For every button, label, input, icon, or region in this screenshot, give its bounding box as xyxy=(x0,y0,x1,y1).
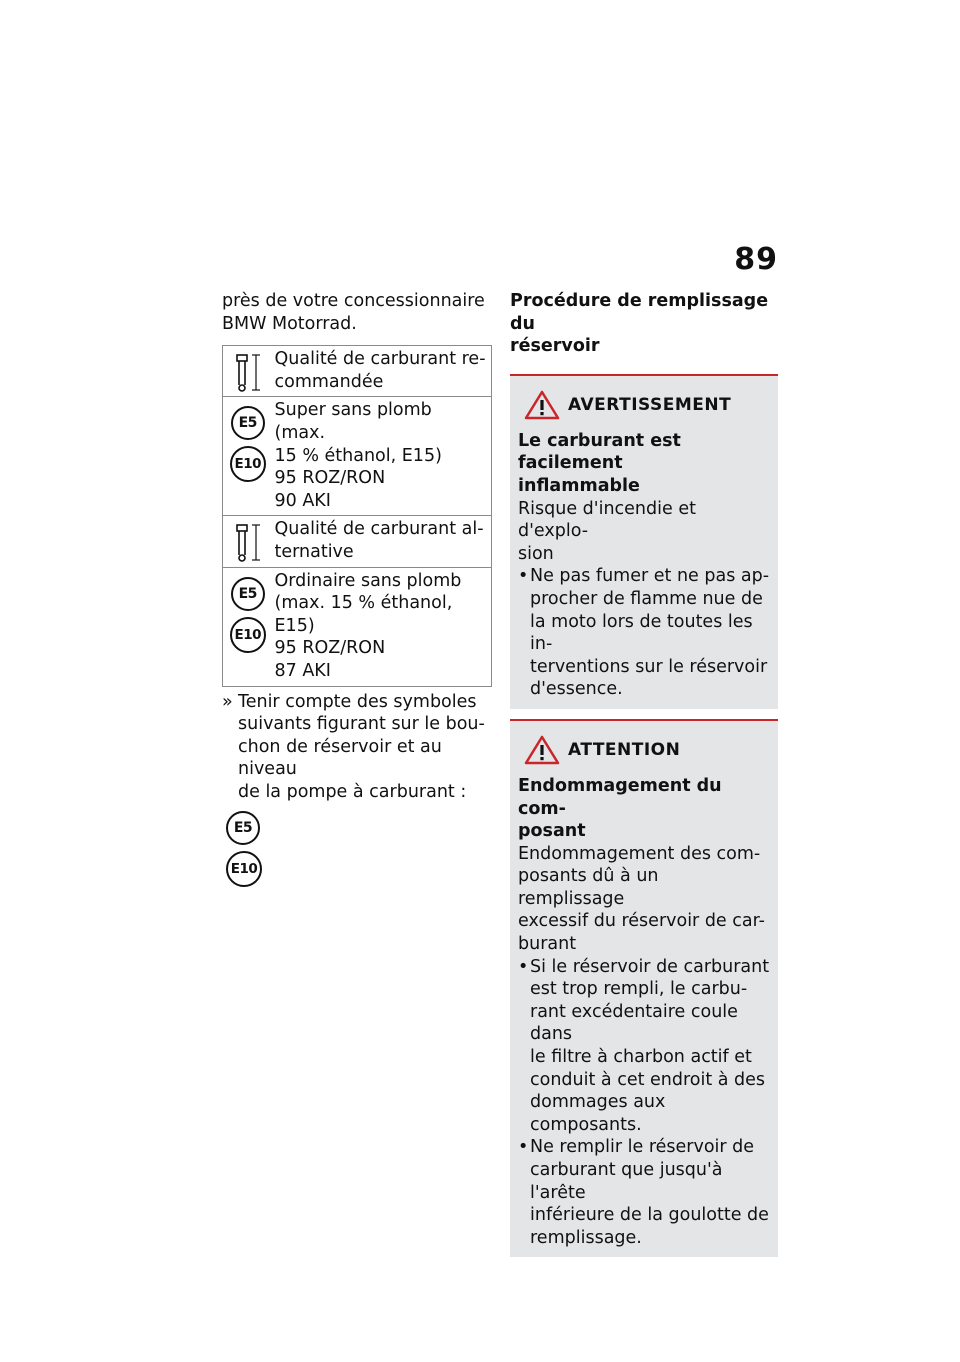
warning-text: sion xyxy=(518,543,554,564)
attention-box xyxy=(510,719,778,1257)
fuel-pump-icon xyxy=(232,522,264,564)
table-cell-text: Super sans plomb (max. xyxy=(274,400,432,443)
attention-text: Endommagement des com- xyxy=(518,843,761,864)
table-row xyxy=(223,516,492,567)
warning-box xyxy=(510,374,778,709)
attention-headline: posant xyxy=(518,821,586,842)
table-row xyxy=(223,397,492,516)
attention-text: burant xyxy=(518,934,577,955)
bullet-text: est trop rempli, le carbu- xyxy=(530,979,748,1000)
attention-text: excessif du réservoir de car- xyxy=(518,911,765,932)
attention-bullet xyxy=(518,956,770,1137)
table-cell-text: 95 ROZ/RON xyxy=(274,468,386,489)
warning-title: AVERTISSEMENT xyxy=(568,394,732,415)
intro-line: BMW Motorrad. xyxy=(222,313,357,334)
table-cell-text: 87 AKI xyxy=(274,660,331,681)
bullet-text: la moto lors de toutes les in- xyxy=(530,611,753,655)
bullet-text: rant excédentaire coule dans xyxy=(530,1001,738,1045)
table-cell-text: commandée xyxy=(274,371,384,392)
table-row xyxy=(223,567,492,686)
attention-headline: Endommagement du com- xyxy=(518,775,722,819)
attention-title: ATTENTION xyxy=(568,739,681,760)
section-heading xyxy=(510,290,778,358)
heading-line: Procédure de remplissage du xyxy=(510,291,769,334)
bullet-text: remplissage. xyxy=(530,1227,642,1248)
bullet-text: terventions sur le réservoir xyxy=(530,656,768,677)
bullet-text: Si le réservoir de carburant xyxy=(530,956,770,977)
bullet-text: dommages aux composants. xyxy=(530,1092,666,1135)
instruction-step xyxy=(222,691,492,804)
e10-badge-icon: E10 xyxy=(226,851,262,887)
table-row xyxy=(223,346,492,397)
bullet-text: le filtre à charbon actif et xyxy=(530,1047,752,1068)
attention-bullet xyxy=(518,1136,770,1249)
table-cell-text: Qualité de carburant al- xyxy=(274,519,484,540)
table-cell-text: 95 ROZ/RON xyxy=(274,638,386,659)
e5-badge-icon: E5 xyxy=(231,406,265,440)
e10-badge-icon: E10 xyxy=(230,446,266,482)
table-cell-text: 15 % éthanol, E15) xyxy=(274,445,442,466)
step-text: Tenir compte des symboles xyxy=(238,691,477,712)
bullet-marker: • xyxy=(518,956,529,977)
intro-line: près de votre concessionnaire xyxy=(222,291,485,311)
table-cell-text: Ordinaire sans plomb xyxy=(274,570,462,591)
table-cell-text: Qualité de carburant re- xyxy=(274,349,486,370)
warning-headline: inflammable xyxy=(518,475,640,496)
bullet-text: carburant que jusqu'à l'arête xyxy=(530,1160,723,1203)
step-text: suivants figurant sur le bou- xyxy=(238,714,485,735)
e10-badge-icon: E10 xyxy=(230,617,266,653)
left-column xyxy=(222,290,492,893)
bullet-text: Ne pas fumer et ne pas ap- xyxy=(530,566,770,587)
attention-text: posants dû à un remplissage xyxy=(518,866,659,909)
e5-badge-icon: E5 xyxy=(231,577,265,611)
bullet-text: Ne remplir le réservoir de xyxy=(530,1137,755,1158)
e5-badge-icon: E5 xyxy=(226,811,260,845)
warning-headline: Le carburant est facilement xyxy=(518,430,681,474)
bullet-text: conduit à cet endroit à des xyxy=(530,1069,766,1090)
table-cell-text: (max. 15 % éthanol, xyxy=(274,593,453,614)
table-cell-text: 90 AKI xyxy=(274,490,331,511)
warning-triangle-icon xyxy=(524,735,560,765)
right-column xyxy=(510,290,778,1257)
bullet-marker: • xyxy=(518,1137,529,1158)
fuel-symbol-list xyxy=(226,811,492,887)
bullet-text: inférieure de la goulotte de xyxy=(530,1205,769,1226)
table-cell-text: E15) xyxy=(274,615,315,636)
page-number: 89 xyxy=(734,242,778,277)
step-text: chon de réservoir et au niveau xyxy=(238,736,442,780)
fuel-pump-icon xyxy=(232,352,264,394)
table-cell-text: ternative xyxy=(274,541,354,562)
intro-text xyxy=(222,290,492,335)
bullet-text: procher de flamme nue de xyxy=(530,588,763,609)
bullet-marker: • xyxy=(518,566,529,587)
step-text: de la pompe à carburant : xyxy=(238,781,467,802)
heading-line: réservoir xyxy=(510,336,600,357)
step-marker: » xyxy=(222,691,233,712)
warning-triangle-icon xyxy=(524,390,560,420)
warning-text: Risque d'incendie et d'explo- xyxy=(518,498,696,542)
warning-bullet xyxy=(518,565,770,701)
bullet-text: d'essence. xyxy=(530,679,623,700)
fuel-quality-table xyxy=(222,345,492,686)
